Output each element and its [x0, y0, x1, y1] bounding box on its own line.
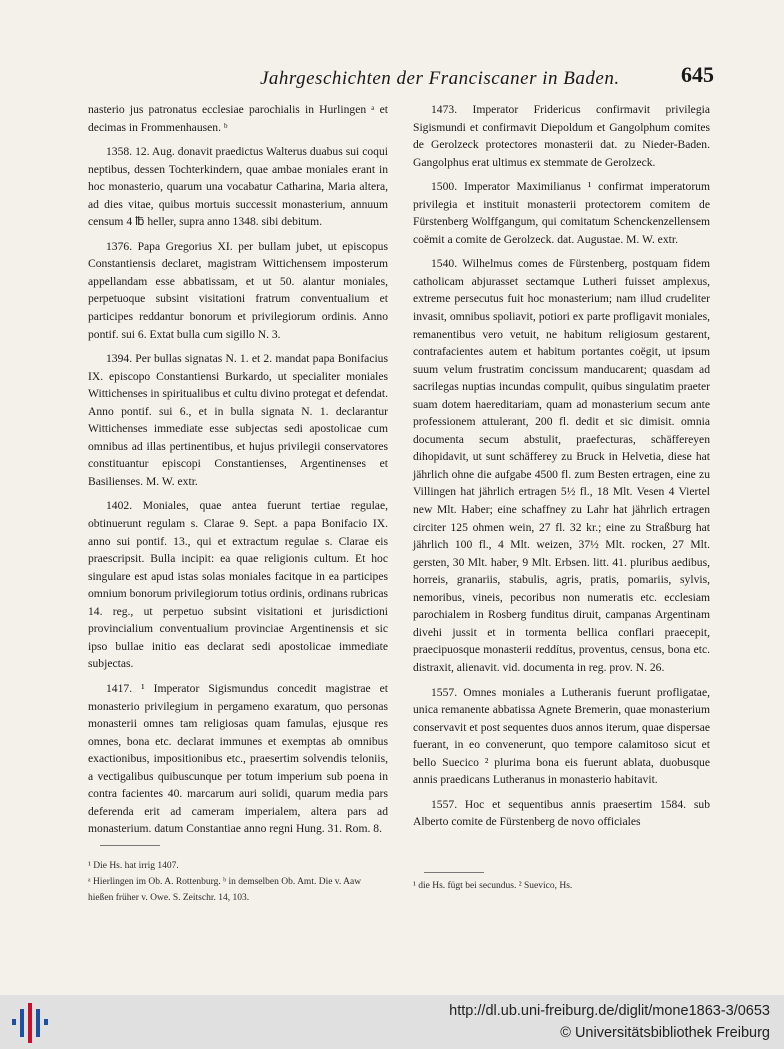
ub-freiburg-logo-icon [8, 1001, 52, 1045]
footnote: ¹ Die Hs. hat irrig 1407. [88, 861, 179, 871]
paragraph: 1540. Wilhelmus comes de Fürstenberg, postquam fidem catholicam abjurasset sectamque Lutheri fuisset amplexus, extreme persecutus fuit hoc monasterium; nam illud crudeliter invasit, omnibus spoliavit, potiori ex parte profligavit moniales, remanentibus vero vetuit, ne habitum religiosum gestarent, contrafacientes autem et habitum portantes coëgit, ut ipsum suum velum frustratim concissum manducarent; quasdam ad sacrilegas nuptias incundas compulit, quibus singulatim praeter suam dotem haereditariam, quam ad monasterium secum ante professionem attulerant, 200 fl. dedit et sic dimisit. omnia documenta secum abstulit, praefecturas, schäffereyen dihopidavit, ut sunt schäfferey zu Bruck in Helvetia, diese hat jährlich ohne die aufgabe 4500 fl. zum Besten ertragen, eine zu Villingen hat jährlich ertragen 5½ fl., 18 Mlt. Vesen 4 Viertel new Mlt. Haber; eine schaffney zu Lahr hat jährlich ertragen circiter 125 ohmen wein, 27 fl. 32 kr.; eine zu Straßburg hat jährlich 100 fl., 4 Mlt. weizen, 37½ Mlt. rocken, 27 Mlt. gersten, 30 Mlt. haber, 9 Mlt. Erbsen. litt. 41. pluribus aedibus, horreis, granariis, stabulis, agris, pratis, pomariis, sylvis, nemoribus, vineis, pecoribus non numeratis etc. ecclesiam parochialem in Rosberg funditus diruit, campanas Argentinam divehi jussit et in tormenta bellica conflari praecepit, praecipuosque monasterii reddítus, proventus, census, bona etc. distraxit, alienavit. vid. documenta in reg. prov. N. 26. [413, 257, 710, 674]
paragraph: 1376. Papa Gregorius XI. per bullam jubet, ut episcopus Constantiensis declaret, magistram Wittichensem imposterum appellandam esse abbatissam, et ut 50. alantur moniales, perpetuoque subsint visitationi fratrum conventualium et participes reddantur bonorum et privilegiorum ordinis. Anno pontif. sui 6. Extat bulla cum sigillo N. 3. [88, 239, 388, 341]
permalink-link[interactable]: http://dl.ub.uni-freiburg.de/diglit/mone1863-3/0653 [449, 1003, 770, 1019]
paragraph: nasterio jus patronatus ecclesiae parochialis in Hurlingen ᵃ et decimas in Frommenhausen. ᵇ [88, 103, 388, 134]
right-column [413, 101, 710, 831]
paragraph: 1500. Imperator Maximilianus ¹ confirmat imperatorum privilegia et instituit monasterii protectorem comitem de Fürstenberg Wolffgangum, qui comitatum Schenckenzellensem coëmit a comite de Gerolzeck. dat. Augustae. M. W. extr. [413, 180, 710, 246]
paragraph: 1473. Imperator Fridericus confirmavit privilegia Sigismundi et confirmavit Diepoldum et Gangolphum comites de Gerolzeck protectores monasterii dat. zu Nieder-Baden. Gangolphus erat ultimus ex stemmate de Gerolzeck. [413, 103, 710, 169]
copyright-notice: © Universitätsbibliothek Freiburg [560, 1025, 770, 1041]
left-footnotes [88, 858, 388, 906]
paragraph: 1557. Omnes moniales a Lutheranis fuerunt profligatae, unica remanente abbatissa Agnete Bremerin, quae monasterium conservavit et post sequentes duos annos iterum, quae dispersae fuerant, in eo convenerunt, quo tempore calamitoso sicut et bello Suecico ² plurima bona eis fuerunt ablata, duobusque annis praedicans Lutheranus in monasterio habitavit. [413, 685, 710, 787]
footnote-rule [424, 872, 484, 873]
running-title: Jahrgeschichten der Franciscaner in Baden. [260, 68, 620, 89]
viewer-footer [0, 995, 784, 1049]
page-number: 645 [681, 62, 714, 87]
paragraph: 1358. 12. Aug. donavit praedictus Walterus duabus sui coqui neptibus, dessen Tochterkindern, quae ambae moniales erant in hoc monasterio, quarum una vocabatur Catharina, Maria altera, ad dies vitae, quibus mortuis successit monasterium, annuum censum 4 ℔ heller, supra anno 1348. sibi debitum. [88, 145, 388, 229]
paragraph: 1557. Hoc et sequentibus annis praesertim 1584. sub Alberto comite de Fürstenberg de novo officiales [413, 797, 710, 829]
footnote: ¹ die Hs. fügt bei secundus. ² Suevico, Hs. [413, 881, 573, 891]
running-header [90, 62, 714, 92]
right-footnotes [413, 878, 710, 894]
left-column [88, 101, 388, 838]
paragraph: 1417. ¹ Imperator Sigismundus concedit magistrae et monasterio privilegium in pergameno exaratum, quo personas monasterii omnes tam religiosas quam famulas, ejusque res omnes, bona etc. declarat immunes et exemptas ab omnibus exactionibus, impositionibus etc., praesertim solvendis teloniis, a vectigalibus quibuscunque per totum imperium sub poena in contra facientes 40. marcarum auri solidi, quarum media pars deferenda erit ad cameram imperialem, altera pars ad monasterium. datum Constantiae anno regni Hung. 31. Rom. 8. [88, 681, 388, 836]
paragraph: 1402. Moniales, quae antea fuerunt tertiae regulae, obtinuerunt regulam s. Clarae 9. Sept. a papa Bonifacio IX. anno sui pontif. 13., qui et extractum regulae s. Clarae eis praescripsit. Bulla incipit: ea quae religionis cultum. Et hoc singulare est apud istas solas moniales facitque in ea participes omnium bonorum privilegiorum totius ordinis, ordinans rubricas 14. reg., ut perpetuo subsint visitationi et jurisdictioni provincialium conventualium provinciae Argentinensis et sic ipso bullae initio eas declarat sedi apostolicae immediate subjectas. [88, 499, 388, 671]
footnote-rule [100, 845, 160, 846]
footnote: ᵃ Hierlingen im Ob. A. Rottenburg. ᵇ in demselben Ob. Amt. Die v. Aaw hießen früher v. Owe. S. Zeitschr. 14, 103. [88, 877, 362, 903]
paragraph: 1394. Per bullas signatas N. 1. et 2. mandat papa Bonifacius IX. episcopo Constantiensi Burkardo, ut specialiter moniales Wittichenses in spiritualibus et cultu divino protegat et defendat. Anno pontif. sui 6., et in bulla signata N. 1. declarantur Wittichenses immediate esse subjectas sedi apostolicae cum omnibus ad illas pertinentibus, et hujus privilegii conservatores constituantur episcopi Constantienses, Argentinenses et Basilienses. M. W. extr. [88, 352, 388, 488]
